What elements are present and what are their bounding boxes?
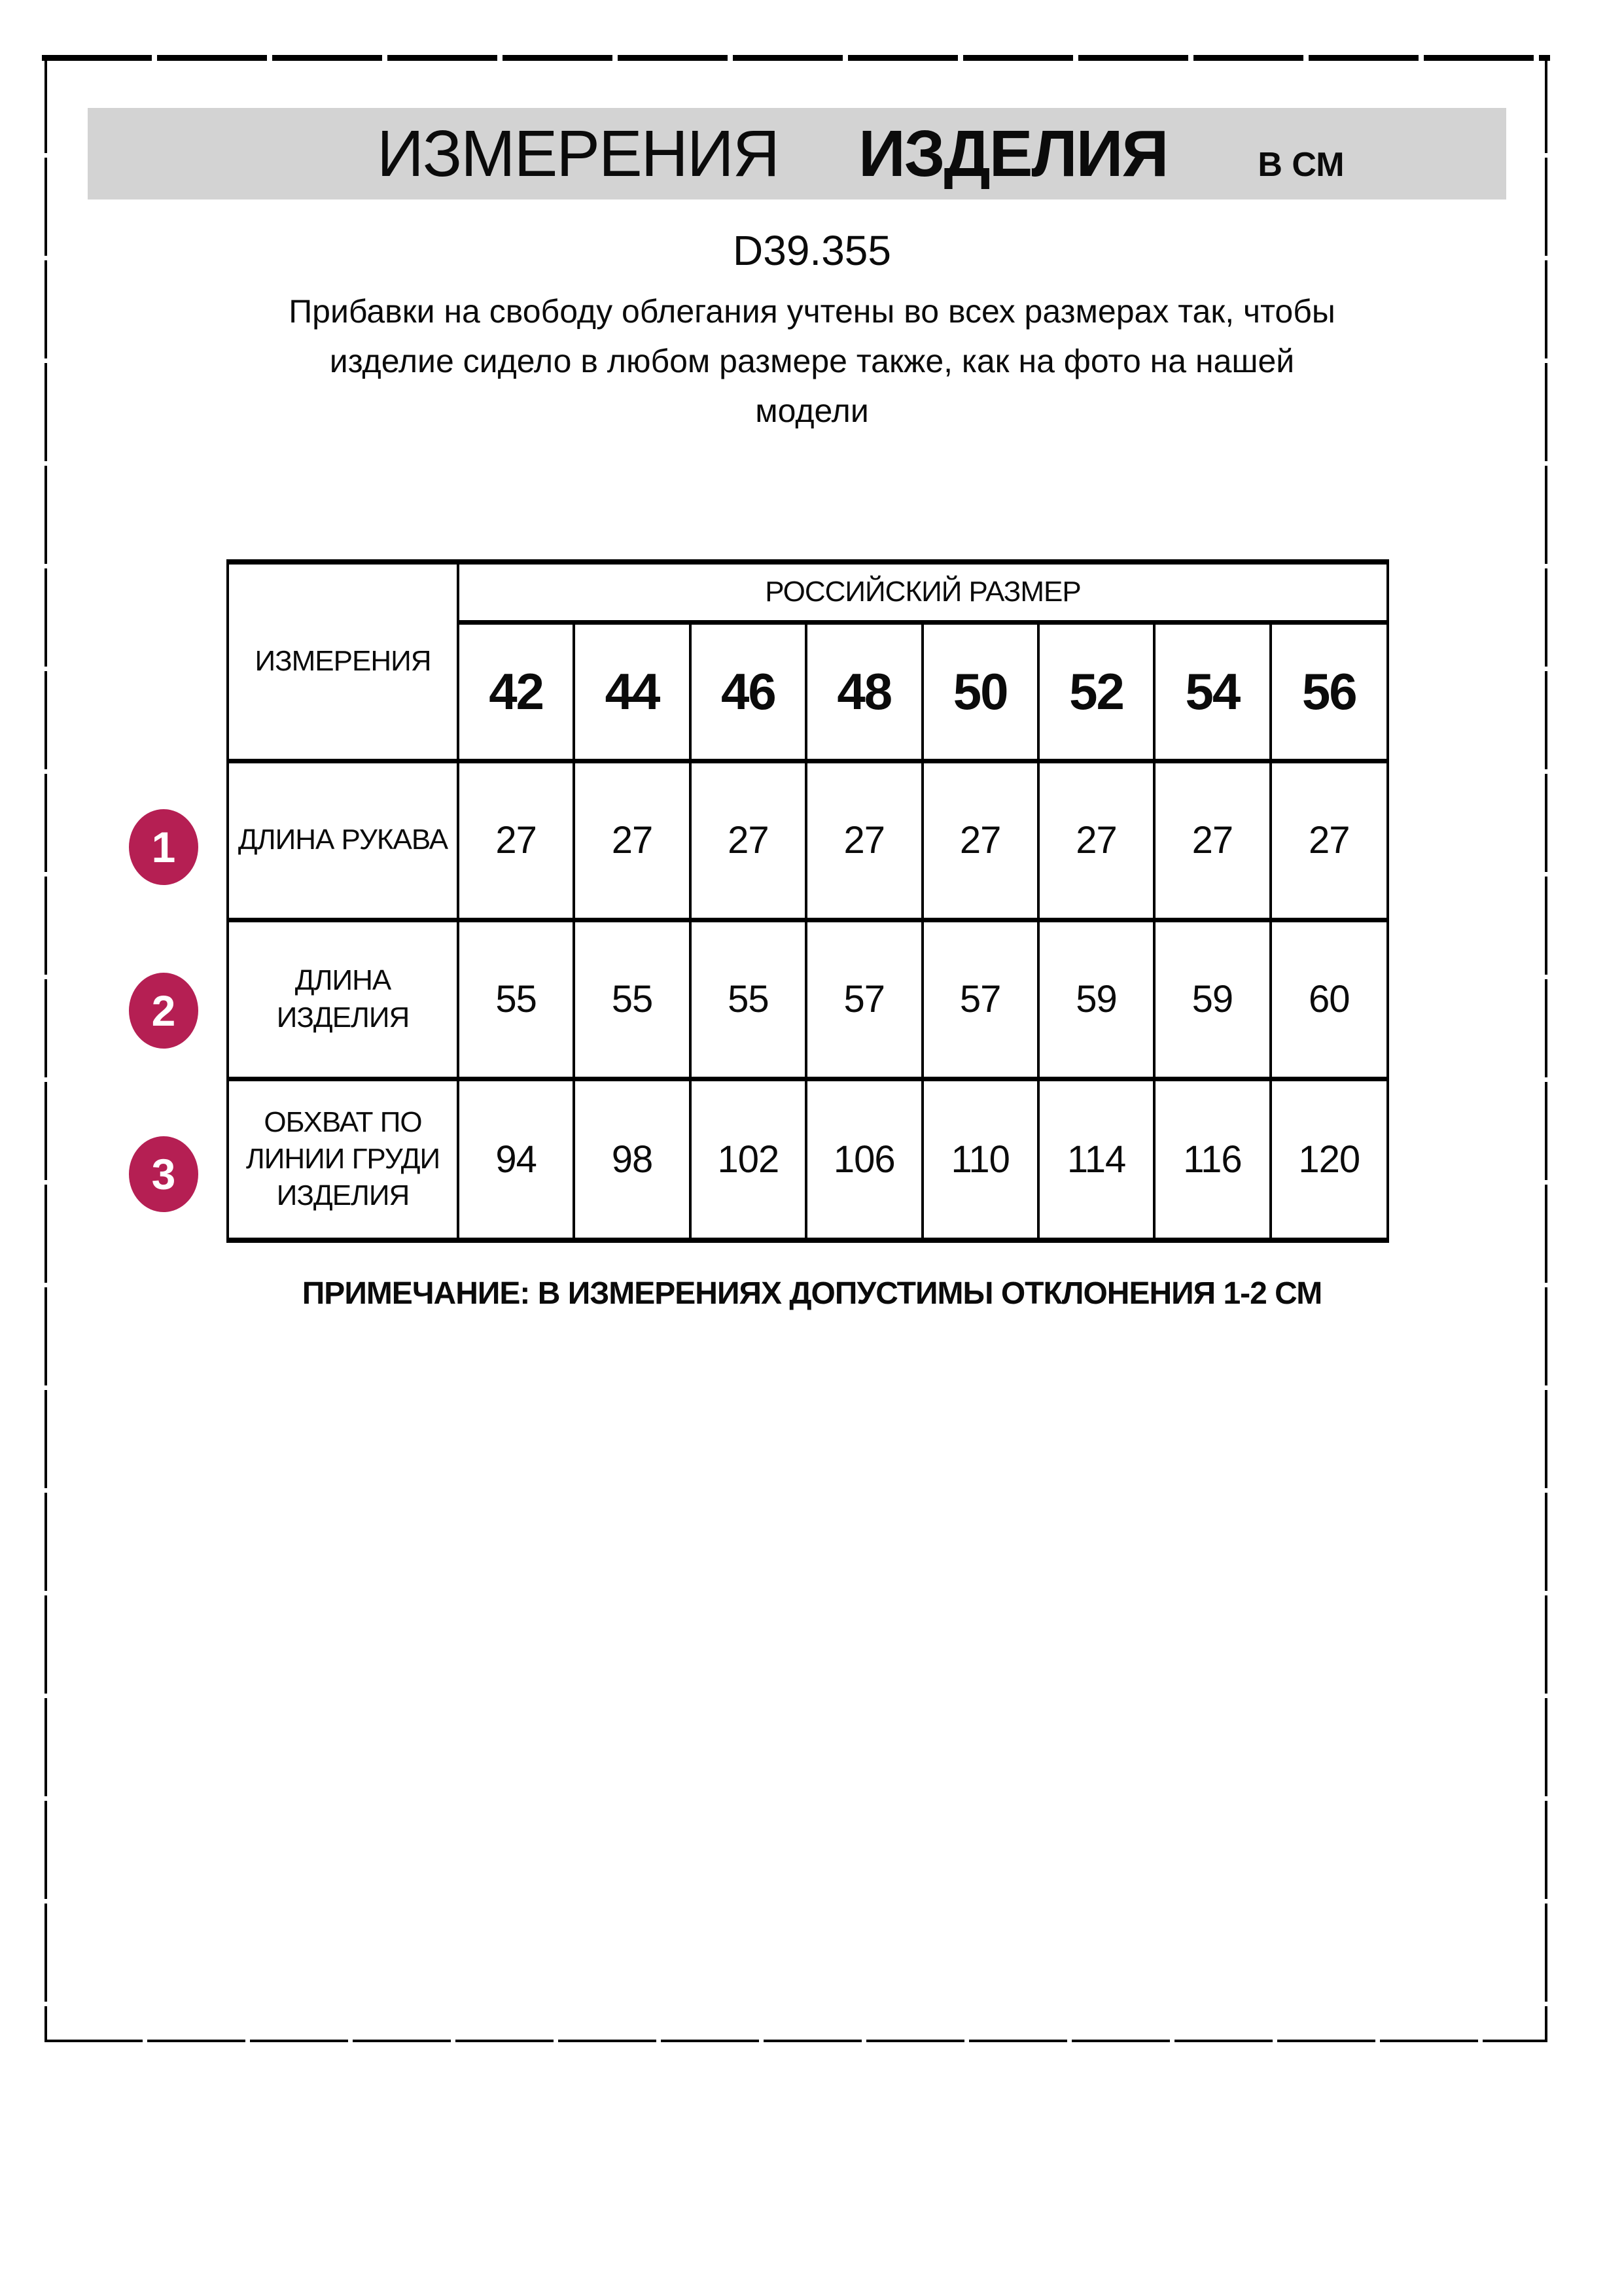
corner-header-cell: ИЗМЕРЕНИЯ <box>229 565 458 761</box>
value-cell: 27 <box>1154 761 1270 920</box>
value-cell: 27 <box>806 761 922 920</box>
title-main: ИЗМЕРЕНИЯ <box>377 117 779 190</box>
tolerance-note: ПРИМЕЧАНИЕ: В ИЗМЕРЕНИЯХ ДОПУСТИМЫ ОТКЛОНЕНИЯ 1-2 СМ <box>302 1276 1322 1311</box>
value-cell: 114 <box>1038 1079 1154 1238</box>
row-number-badge-2: 2 <box>129 973 198 1049</box>
value-cell: 57 <box>806 920 922 1079</box>
group-header-cell: РОССИЙСКИЙ РАЗМЕР <box>458 565 1386 622</box>
row-number-badge-3: 3 <box>129 1136 198 1212</box>
value-cell: 98 <box>574 1079 690 1238</box>
value-cell: 55 <box>458 920 574 1079</box>
value-cell: 27 <box>1038 761 1154 920</box>
value-cell: 102 <box>690 1079 806 1238</box>
table-row <box>229 1079 1386 1238</box>
value-cell: 110 <box>923 1079 1038 1238</box>
row-label-chest-girth: ОБХВАТ ПО ЛИНИИ ГРУДИ ИЗДЕЛИЯ <box>229 1079 458 1238</box>
size-header-cell: 54 <box>1154 622 1270 761</box>
size-header-cell: 56 <box>1271 622 1386 761</box>
size-header-cell: 52 <box>1038 622 1154 761</box>
value-cell: 59 <box>1154 920 1270 1079</box>
page-border-top <box>42 55 1550 61</box>
product-code: D39.355 <box>733 227 891 274</box>
table-header-group-row <box>229 565 1386 622</box>
value-cell: 59 <box>1038 920 1154 1079</box>
value-cell: 27 <box>923 761 1038 920</box>
intro-line: модели <box>755 392 869 429</box>
header-bar <box>88 108 1506 200</box>
value-cell: 57 <box>923 920 1038 1079</box>
value-cell: 106 <box>806 1079 922 1238</box>
value-cell: 60 <box>1271 920 1386 1079</box>
row-label-product-length: ДЛИНА ИЗДЕЛИЯ <box>229 920 458 1079</box>
intro-line: изделие сидело в любом размере также, как на фото на нашей <box>329 343 1295 379</box>
value-cell: 27 <box>690 761 806 920</box>
page-border-bottom <box>44 2040 1547 2042</box>
row-label-sleeve-length: ДЛИНА РУКАВА <box>229 761 458 920</box>
intro-paragraph <box>0 287 1624 436</box>
row-number-badge-1: 1 <box>129 809 198 885</box>
value-cell: 27 <box>458 761 574 920</box>
size-header-cell: 46 <box>690 622 806 761</box>
title-emphasis: ИЗДЕЛИЯ <box>858 117 1168 190</box>
size-header-cell: 42 <box>458 622 574 761</box>
value-cell: 27 <box>1271 761 1386 920</box>
title-units: В СМ <box>1258 146 1345 184</box>
size-header-cell: 44 <box>574 622 690 761</box>
size-header-cell: 50 <box>923 622 1038 761</box>
intro-line: Прибавки на свободу облегания учтены во всех размерах так, чтобы <box>289 293 1335 330</box>
value-cell: 27 <box>574 761 690 920</box>
page-title <box>377 108 1345 200</box>
table-row <box>229 761 1386 920</box>
value-cell: 120 <box>1298 1138 1360 1181</box>
size-header-cell: 48 <box>806 622 922 761</box>
table-row <box>229 920 1386 1079</box>
size-table <box>226 559 1389 1243</box>
value-cell: 55 <box>690 920 806 1079</box>
value-cell: 55 <box>574 920 690 1079</box>
value-cell: 116 <box>1154 1079 1270 1238</box>
value-cell: 94 <box>458 1079 574 1238</box>
